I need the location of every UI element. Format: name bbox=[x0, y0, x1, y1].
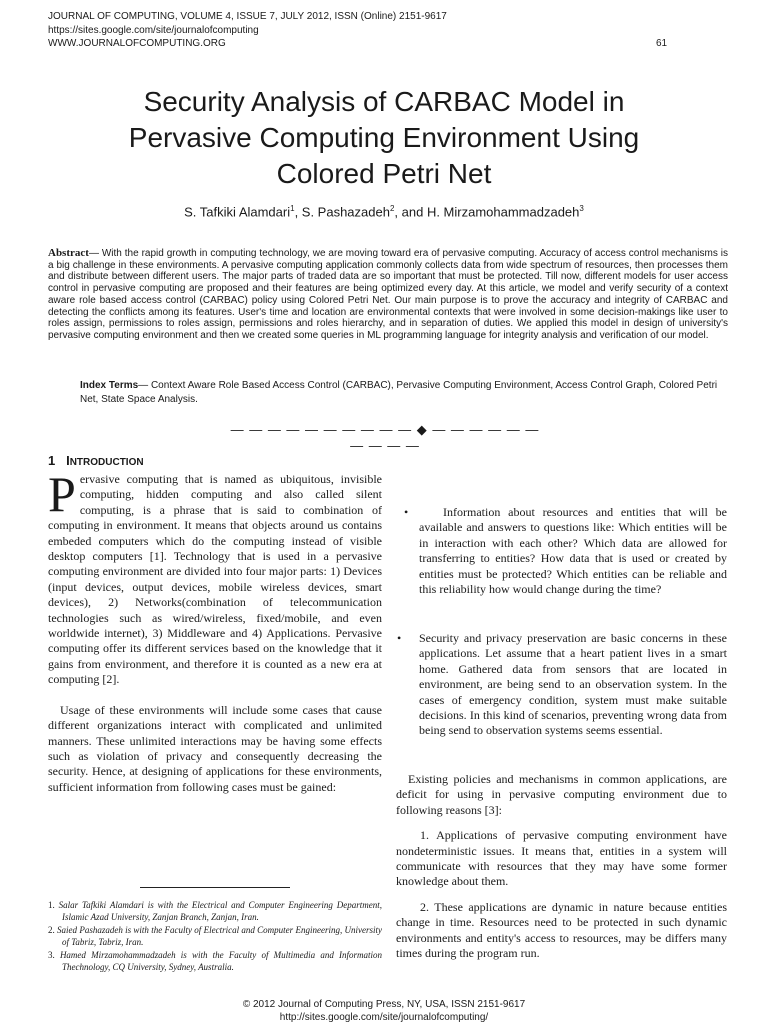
index-terms-text: Context Aware Role Based Access Control (CARBAC), Pervasive Computing Environment, Access Control Graph, Colored Petri Net, State Space Analysis. bbox=[80, 380, 718, 405]
footnote-2: 2. Saied Pashazadeh is with the Faculty of Electrical and Computer Engineering, University of Tabriz, Tabriz, Iran. bbox=[48, 925, 382, 947]
bullet-marker: • bbox=[397, 631, 402, 645]
section-title-rest: NTRODUCTION bbox=[69, 457, 144, 468]
abstract-dash: — bbox=[88, 248, 99, 259]
journal-url[interactable]: https://sites.google.com/site/journalofcomputing bbox=[48, 25, 259, 36]
copyright-footer: © 2012 Journal of Computing Press, NY, USA, ISSN 2151-9617 bbox=[242, 999, 526, 1010]
left-column bbox=[48, 466, 382, 795]
footer-url[interactable]: http://sites.google.com/site/journalofcomputing/ bbox=[279, 1012, 489, 1023]
author-3-affiliation: 3 bbox=[579, 204, 584, 213]
author-3: , and H. Mirzamohammadzadeh bbox=[394, 204, 580, 220]
footnotes bbox=[48, 899, 382, 974]
bullet-item-2: • Security and privacy preservation are basic concerns in these applications. Let assume that a heart patient lives in a smart home. Gathered data from sensors that are located in environment, are being send to an observation system. In the cases of emergency condition, system must make suitable decisions. In this kind of scenarios, preventing wrong data from being send to observation systems seems essential. bbox=[397, 631, 727, 738]
journal-header: JOURNAL OF COMPUTING, VOLUME 4, ISSUE 7, JULY 2012, ISSN (Online) 2151-9617 bbox=[48, 11, 447, 22]
intro-paragraph-1 bbox=[48, 466, 382, 688]
index-terms-label: Index Terms bbox=[80, 380, 139, 391]
journal-site[interactable]: WWW.JOURNALOFCOMPUTING.ORG bbox=[48, 38, 226, 49]
abstract-text: With the rapid growth in computing technology, we are moving toward era of pervasive computing. Accuracy of access control mechanisms is a big challenge in these environments. A pervasive computing application commonly collects data from wide spectrum of resources, then processes them and distribute between different users. The major parts of traded data are so important that must be protected. Till now, different models for user access control in pervasive computing are proposed and their features are being optimized every day. At this article, we model and verify security of a context aware role based access control (CARBAC) policy using Colored Petri Net. Our main purpose is to prove the accuracy and integrity of CARBAC and detecting the conflicts among its features. User's time and location are environmental contexts that were involved in some decision-makings like user to roles assign, permissions to roles assign, permissions and roles hierarchy, and in separation of duties. We applied this model in design of university's pervasive computing environment and then we created some queries in ML programming language for integrity analysis and verification of our model. bbox=[48, 248, 728, 341]
abstract bbox=[48, 248, 728, 342]
section-number: 1 bbox=[48, 453, 56, 468]
author-1: S. Tafkiki Alamdari bbox=[184, 204, 291, 220]
title-line-2: Pervasive Computing Environment Using bbox=[128, 122, 640, 153]
index-terms-dash: — bbox=[138, 380, 149, 391]
page-number: 61 bbox=[656, 38, 668, 49]
footnote-3: 3. Hamed Mirzamohammadzadeh is with the Faculty of Multimedia and Information Thechnology, CQ University, Sydney, Australia. bbox=[48, 950, 383, 972]
bullet-marker: • bbox=[404, 505, 409, 519]
title-line-3: Colored Petri Net bbox=[276, 158, 492, 189]
reason-item-1: 1. Applications of pervasive computing environment have nondeterministic issues. It means that, entities in a system will communicate with resources that they may have some former knowledge about them. bbox=[396, 828, 727, 889]
author-list bbox=[0, 204, 768, 219]
author-2-affiliation: 2 bbox=[389, 204, 395, 213]
index-terms bbox=[80, 379, 720, 407]
bullet-item-1: • Information about resources and entities that will be available and answers to questions like: Which entities will be in interaction with each other? Which data are allowed for transferring to entities? How data that is used or created by entities must be protected? Which entities can be reliable and this reliability how would change during the time? bbox=[404, 505, 727, 597]
paper-title bbox=[0, 84, 768, 192]
right-column-paragraphs bbox=[396, 772, 727, 961]
title-line-1: Security Analysis of CARBAC Model in bbox=[143, 86, 625, 117]
intro-paragraph-2: Usage of these environments will include some cases that cause different organizations interact with complicated and unlimited manners. These unlimited interactions may be having some effects such as violation of privacy and consequently decreasing the security. Hence, at designing of applications for these environments, sufficient information from following cases must be gained: bbox=[48, 702, 382, 794]
drop-cap: P bbox=[48, 466, 76, 522]
section-title-initial: I bbox=[66, 453, 70, 468]
abstract-label: Abstract bbox=[48, 247, 89, 259]
intro-paragraph-1-text: ervasive computing that is named as ubiquitous, invisible computing, hidden computing and also called silent computing, is a phrase that is said to combination of computing in environment. It means that objects around us contains embeded computers which do the computing instead of visible desktop computers [1]. Technology that is used in a pervasive computing environment are divided into four major parts: 1) Devices (input devices, output devices, mobile wireless devices, smart devices), 2) Networks(combination of telecommunication technologies such as wired/wireless, fixed/mobile, and even worldwide internet), 3) Middleware and 4) Applications. Pervasive computing offer its different services based on the knowledge that it gains from environment, and therefore it is counted as a new era at computing [2]. bbox=[48, 472, 382, 687]
existing-policies-paragraph: Existing policies and mechanisms in common applications, are deficit for using in pervasive computing environment due to following reasons [3]: bbox=[396, 772, 727, 817]
section-separator: — — — — — — — — — — ◆ — — — — — — — — — — bbox=[230, 422, 540, 453]
footnote-rule bbox=[140, 887, 290, 888]
reason-item-2: 2. These applications are dynamic in nature because entities change in time. Resources need to be protected in such dynamic environments and entity's access to resources, may be differs many times during the program run. bbox=[396, 899, 727, 961]
author-1-affiliation: 1 bbox=[290, 204, 295, 213]
footnote-1: 1. Salar Tafkiki Alamdari is with the Electrical and Computer Engineering Department, Islamic Azad University, Zanjan Branch, Zanjan, Iran. bbox=[48, 900, 383, 922]
author-2: , S. Pashazadeh bbox=[294, 204, 390, 220]
